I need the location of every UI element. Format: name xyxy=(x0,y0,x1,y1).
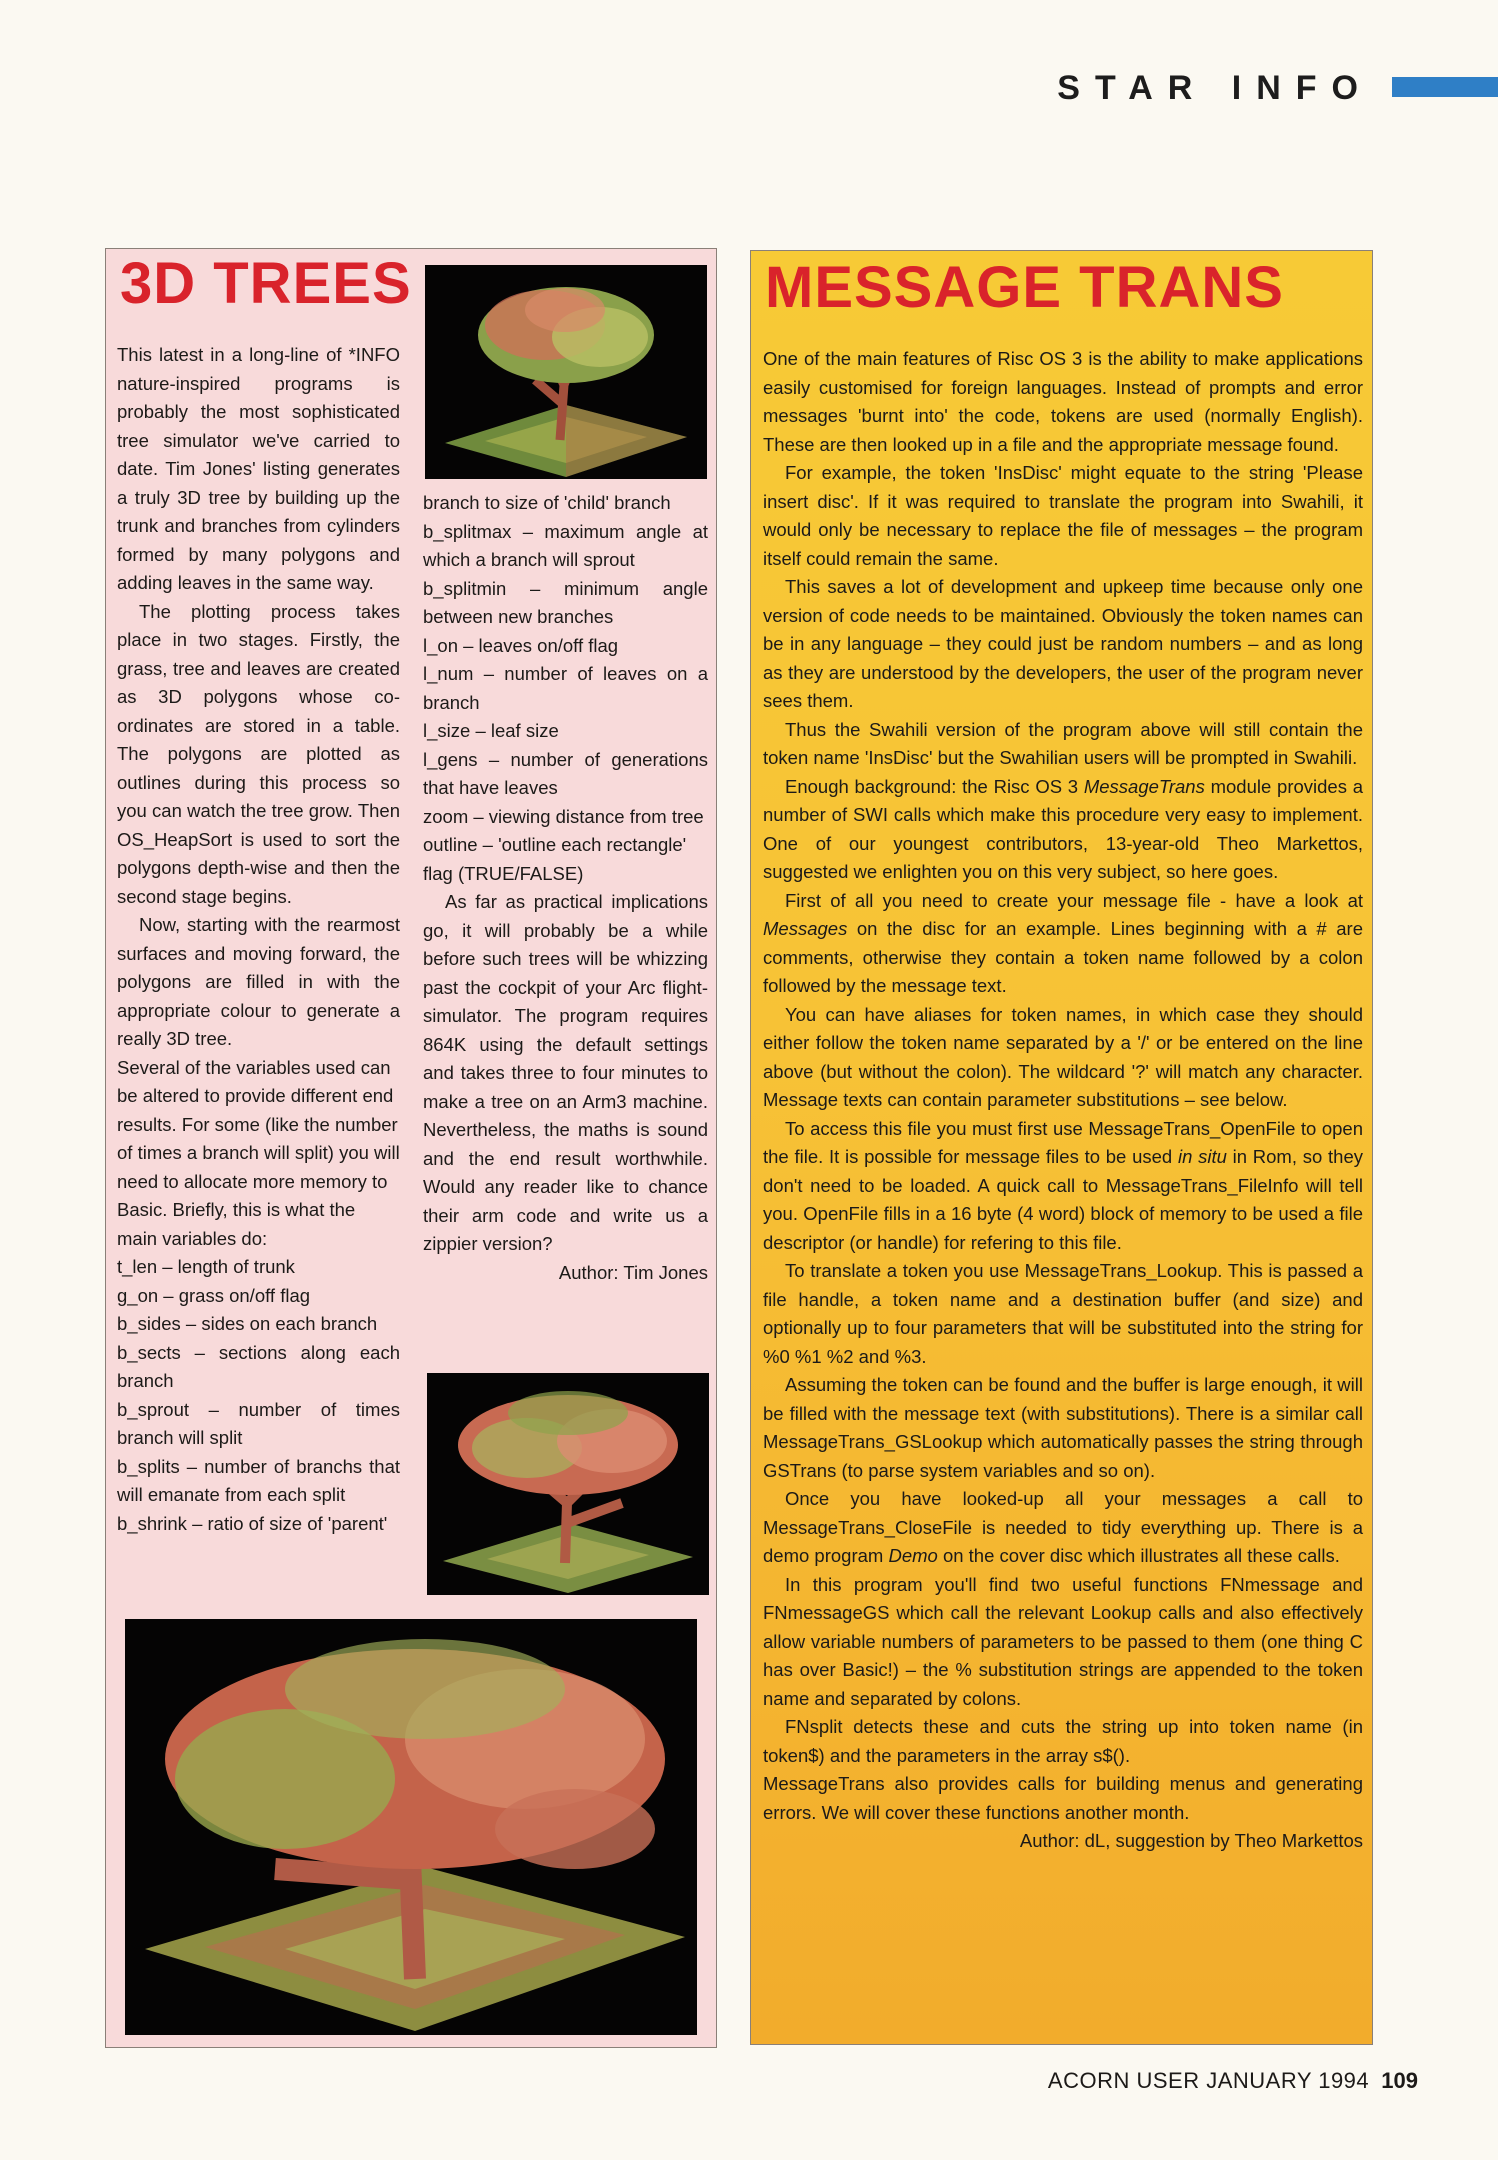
tree-render-image-large xyxy=(125,1619,697,2035)
messagetrans-paragraph xyxy=(763,459,1363,573)
trees-para-1: This latest in a long-line of *INFO nature-inspired programs is probably the most sophisticated tree simulator we've carried to date. Tim Jones' listing generates a truly 3D tree by building up the trunk and branches from cylinders formed by many polygons and adding leaves in the same way. xyxy=(117,344,400,593)
messagetrans-paragraph xyxy=(763,573,1363,716)
text-run: Enough background: the Risc OS 3 xyxy=(785,775,1084,797)
trees-para-3: Now, starting with the rearmost surfaces and moving forward, the polygons are filled in with the appropriate colour to generate a really 3D tree. xyxy=(117,914,400,1049)
messagetrans-paragraph xyxy=(763,716,1363,773)
tree-render-image-medium xyxy=(427,1373,709,1595)
variable-item: b_splitmax – maximum angle at which a branch will sprout xyxy=(423,520,708,570)
variable-item: t_len – length of trunk xyxy=(117,1256,295,1277)
variable-item: zoom – viewing distance from tree xyxy=(423,805,704,827)
variable-item: b_sides – sides on each branch xyxy=(117,1313,378,1334)
trees-column-1 xyxy=(117,341,400,1538)
messagetrans-paragraph xyxy=(763,1257,1363,1371)
italic-term: in situ xyxy=(1177,1146,1227,1167)
messagetrans-paragraph xyxy=(763,345,1363,459)
messagetrans-paragraph xyxy=(763,887,1363,1001)
text-run: FNsplit detects these and cuts the string up into token name (in token$) and the parameters in the array s$(). xyxy=(763,1716,1363,1766)
publication-info: ACORN USER JANUARY 1994 xyxy=(1047,2068,1370,2093)
variable-item: g_on – grass on/off flag xyxy=(117,1284,311,1306)
italic-term: Messages xyxy=(763,918,848,939)
tree-render-small-graphic xyxy=(425,265,707,479)
trees-column-2 xyxy=(423,489,708,1287)
tree-render-image-small xyxy=(425,265,707,479)
text-run: To access this file you must first use MessageTrans_OpenFile to open the file. It is possible for message files to be used xyxy=(763,1117,1363,1167)
variable-item: b_shrink – ratio of size of 'parent' xyxy=(117,1512,388,1534)
messagetrans-paragraph xyxy=(763,1571,1363,1714)
trees-article-panel xyxy=(105,248,717,2048)
trees-para-5: As far as practical implications go, it will probably be a while before such trees will be whizzing past the cockpit of your Arc flight-simulator. The program requires 864K using the default settings and takes three to four minutes to make a tree on an Arm3 machine. Nevertheless, the maths is sound and the end result worthwhile. Would any reader like to chance their arm code and write us a zippier version? xyxy=(423,891,708,1254)
page-footer xyxy=(1048,2068,1418,2094)
messagetrans-body xyxy=(763,345,1363,1856)
messagetrans-paragraph xyxy=(763,1115,1363,1258)
trees-para-2: The plotting process takes place in two stages. Firstly, the grass, tree and leaves are created as 3D polygons whose co-ordinates are stored in a table. The polygons are plotted as outlines during this process so you can watch the tree grow. Then OS_HeapSort is used to sort the polygons depth-wise and then the second stage begins. xyxy=(117,600,400,907)
messagetrans-paragraph xyxy=(763,1001,1363,1115)
section-accent-bar xyxy=(1392,77,1498,97)
section-title: STAR INFO xyxy=(1057,69,1373,107)
text-run: First of all you need to create your message file - have a look at xyxy=(785,889,1363,911)
text-run: Once you have looked-up all your messages a call to MessageTrans_CloseFile is needed to tidy everything up. There is a demo program xyxy=(763,1488,1363,1566)
text-run: Thus the Swahili version of the program above will still contain the token name 'InsDisc' but the Swahilian users will be prompted in Swahili. xyxy=(763,718,1363,768)
variable-item: b_sects – sections along each branch xyxy=(117,1341,400,1391)
text-run: This saves a lot of development and upkeep time because only one version of code needs to be maintained. Obviously the token names can be in any language – they could just be random numbers – and as long as they are understood by the developers, the user of the program never sees them. xyxy=(763,576,1363,711)
text-run: To translate a token you use MessageTrans_Lookup. This is passed a file handle, a token name and a destination buffer (and size) and optionally up to four parameters that will be substituted into the string for %0 %1 %2 and %3. xyxy=(763,1260,1363,1367)
text-run: module provides a number of SWI calls which make this procedure very easy to implement. One of our youngest contributors, 13-year-old Theo Markettos, suggested we enlighten you on this very subject, so here goes. xyxy=(763,775,1364,882)
text-run: MessageTrans also provides calls for building menus and generating errors. We will cover these functions another month. xyxy=(763,1773,1363,1823)
variable-list-1 xyxy=(117,1253,400,1538)
variable-item: b_sprout – number of times branch will split xyxy=(117,1398,400,1448)
variable-item: b_splitmin – minimum angle between new branches xyxy=(423,577,708,627)
text-run: in Rom, so they don't need to be loaded. A quick call to MessageTrans_FileInfo will tell you. OpenFile fills in a 16 byte (4 word) block of memory to be used a file descriptor (or handle) for refering to this file. xyxy=(763,1146,1363,1253)
trees-author: Author: Tim Jones xyxy=(558,1261,708,1283)
variable-item: b_splits – number of branchs that will emanate from each split xyxy=(117,1455,400,1505)
messagetrans-paragraph xyxy=(763,1485,1363,1571)
variable-item: l_gens – number of generations that have leaves xyxy=(423,748,708,798)
messagetrans-author: Author: dL, suggestion by Theo Markettos xyxy=(1019,1830,1363,1851)
messagetrans-article-title: MESSAGE TRANS xyxy=(765,255,1284,320)
variable-item: l_on – leaves on/off flag xyxy=(423,634,619,656)
variable-list-2 xyxy=(423,489,708,888)
section-header xyxy=(1010,68,1498,108)
text-run: Assuming the token can be found and the buffer is large enough, it will be filled with the message text (with substitutions). There is a similar call MessageTrans_GSLookup which automatically passes the string through GSTrans (to parse system variables and so on). xyxy=(763,1374,1363,1481)
variable-item: l_num – number of leaves on a branch xyxy=(423,663,708,713)
italic-term: Demo xyxy=(888,1545,938,1566)
messagetrans-paragraph xyxy=(763,1371,1363,1485)
messagetrans-paragraph xyxy=(763,1770,1363,1827)
text-run: In this program you'll find two useful functions FNmessage and FNmessageGS which call the relevant Lookup calls and also effectively allow variable numbers of parameters to be passed to them (one thing C has over Basic!) – the % substitution strings are appended to the token name and separated by colons. xyxy=(763,1573,1363,1709)
italic-term: MessageTrans xyxy=(1083,775,1205,797)
variable-item: branch to size of 'child' branch xyxy=(423,492,671,513)
tree-render-large-graphic xyxy=(125,1619,697,2035)
trees-para-4: Several of the variables used can be altered to provide different end results. For some (like the number of times a branch will split) you will need to allocate more memory to Basic. Briefly, this is what the main variables do: xyxy=(117,1056,400,1249)
page-number: 109 xyxy=(1381,2068,1418,2093)
messagetrans-paragraph xyxy=(763,773,1363,887)
text-run: You can have aliases for token names, in which case they should either follow the token name separated by a '/' or be entered on the line above (but without the colon). The wildcard '?' will match any character. Message texts can contain parameter substitutions – see below. xyxy=(763,1003,1363,1110)
tree-render-medium-graphic xyxy=(427,1373,709,1595)
messagetrans-article-panel xyxy=(750,250,1373,2045)
variable-item: outline – 'outline each rectangle' flag (TRUE/FALSE) xyxy=(423,834,687,884)
text-run: One of the main features of Risc OS 3 is the ability to make applications easily customised for foreign languages. Instead of prompts and error messages 'burnt into' the code, tokens are used (normally English). These are then looked up in a file and the appropriate message found. xyxy=(763,348,1363,455)
text-run: For example, the token 'InsDisc' might equate to the string 'Please insert disc'. If it was required to translate the program into Swahili, it would only be necessary to replace the file of messages – the program itself could remain the same. xyxy=(763,462,1363,569)
trees-article-title: 3D TREES xyxy=(120,251,412,316)
messagetrans-paragraph xyxy=(763,1713,1363,1770)
variable-item: l_size – leaf size xyxy=(423,720,559,741)
text-run: on the cover disc which illustrates all these calls. xyxy=(937,1545,1340,1566)
text-run: on the disc for an example. Lines beginning with a # are comments, otherwise they contain a token name followed by a colon followed by the message text. xyxy=(763,918,1363,996)
